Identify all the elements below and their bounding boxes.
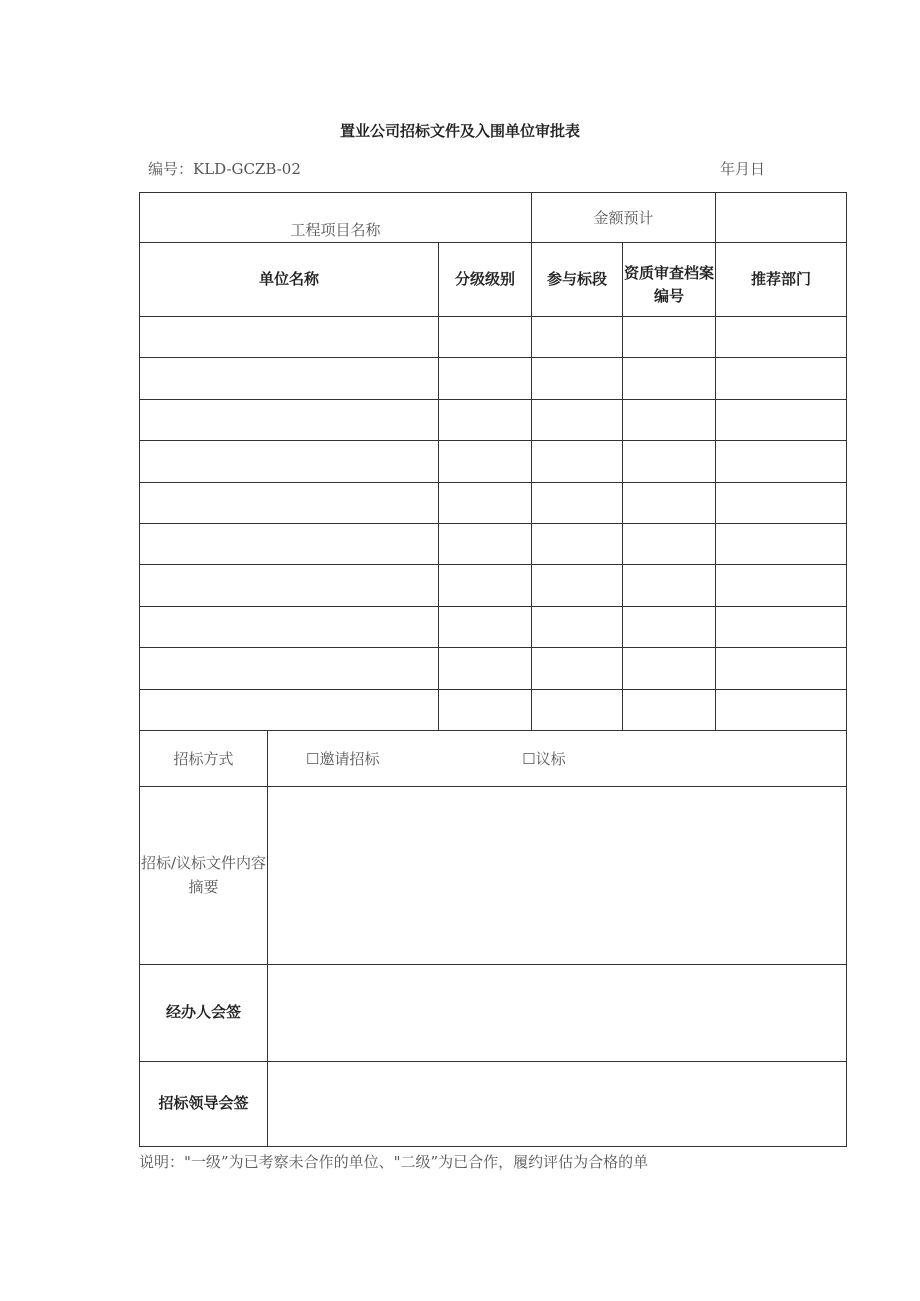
header-grade: 分级级别 [439,243,532,317]
section-cell[interactable] [532,399,623,440]
table-row [140,565,847,606]
dept-cell[interactable] [716,482,847,523]
file-no-cell[interactable] [623,399,716,440]
leader-sign-label: 招标领导会签 [140,1061,268,1146]
table-row [140,317,847,358]
file-no-cell[interactable] [623,606,716,647]
unit-name-cell[interactable] [140,689,439,730]
dept-cell[interactable] [716,441,847,482]
dept-cell[interactable] [716,565,847,606]
grade-cell[interactable] [439,523,532,564]
grade-cell[interactable] [439,689,532,730]
table-row [140,482,847,523]
header-recommending-dept: 推荐部门 [716,243,847,317]
footnote: 说明："一级”为已考察未合作的单位、"二级”为已合作，履约评估为合格的单 [139,1153,649,1171]
unit-name-cell[interactable] [140,606,439,647]
section-cell[interactable] [532,606,623,647]
unit-name-cell[interactable] [140,317,439,358]
header-qualification-file-no: 资质审查档案编号 [623,243,716,317]
file-no-cell[interactable] [623,441,716,482]
project-name-label: 工程项目名称 [140,193,532,243]
section-cell[interactable] [532,523,623,564]
file-no-cell[interactable] [623,482,716,523]
file-no-cell[interactable] [623,648,716,689]
amount-estimate-value[interactable] [716,193,847,243]
unit-name-cell[interactable] [140,358,439,399]
section-cell[interactable] [532,358,623,399]
amount-estimate-label: 金额预计 [532,193,716,243]
file-no-cell[interactable] [623,317,716,358]
table-row [140,648,847,689]
table-row [140,441,847,482]
table-row [140,689,847,730]
dept-cell[interactable] [716,358,847,399]
section-cell[interactable] [532,441,623,482]
section-cell[interactable] [532,648,623,689]
section-cell[interactable] [532,482,623,523]
summary-field[interactable] [268,786,847,964]
file-no-cell[interactable] [623,358,716,399]
unit-name-cell[interactable] [140,565,439,606]
option-negotiated-tender[interactable]: ☐议标 [522,749,566,768]
dept-cell[interactable] [716,399,847,440]
handler-sign-label: 经办人会签 [140,964,268,1061]
dept-cell[interactable] [716,689,847,730]
handler-sign-field[interactable] [268,964,847,1061]
table-row [140,523,847,564]
table-row [140,606,847,647]
file-no-cell[interactable] [623,523,716,564]
dept-cell[interactable] [716,648,847,689]
form-date: 年月日 [720,160,766,178]
section-cell[interactable] [532,317,623,358]
table-row [140,399,847,440]
header-unit-name: 单位名称 [140,243,439,317]
option-invited-tender[interactable]: ☐邀请招标 [306,749,380,768]
grade-cell[interactable] [439,565,532,606]
file-no-cell[interactable] [623,689,716,730]
grade-cell[interactable] [439,399,532,440]
table-row [140,358,847,399]
grade-cell[interactable] [439,317,532,358]
section-cell[interactable] [532,565,623,606]
dept-cell[interactable] [716,606,847,647]
dept-cell[interactable] [716,523,847,564]
unit-name-cell[interactable] [140,482,439,523]
method-options [268,730,847,786]
method-label: 招标方式 [140,730,268,786]
section-cell[interactable] [532,689,623,730]
grade-cell[interactable] [439,648,532,689]
unit-name-cell[interactable] [140,399,439,440]
header-section: 参与标段 [532,243,623,317]
form-code: 编号：KLD-GCZB-02 [148,160,301,178]
grade-cell[interactable] [439,482,532,523]
form-title: 置业公司招标文件及入围单位审批表 [339,122,580,140]
file-no-cell[interactable] [623,565,716,606]
unit-name-cell[interactable] [140,648,439,689]
summary-label: 招标/议标文件内容摘要 [140,786,268,964]
unit-name-cell[interactable] [140,523,439,564]
grade-cell[interactable] [439,441,532,482]
leader-sign-field[interactable] [268,1061,847,1146]
dept-cell[interactable] [716,317,847,358]
unit-name-cell[interactable] [140,441,439,482]
approval-table [139,192,847,1147]
grade-cell[interactable] [439,358,532,399]
grade-cell[interactable] [439,606,532,647]
